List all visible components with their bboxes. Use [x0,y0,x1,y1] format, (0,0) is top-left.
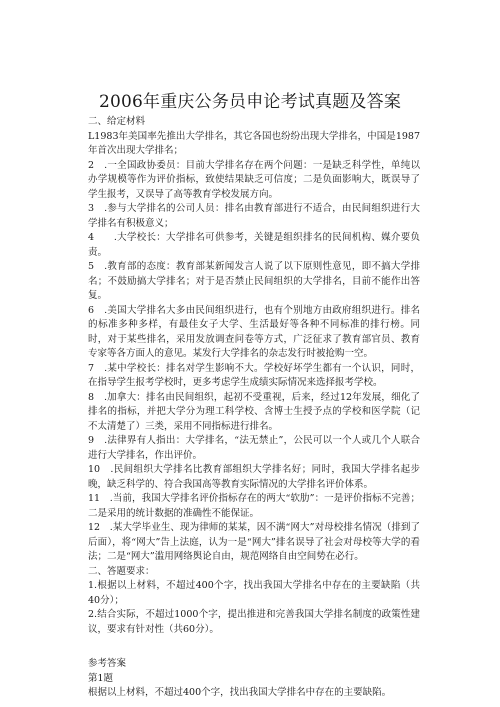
material-paragraph: 11 .当前，我国大学排名评价指标存在的两大“软肋”：一是评价指标不完善；二是采用的统计数据的准确性不能保证。 [88,493,420,519]
section-heading-materials: 二、给定材料 [88,116,146,127]
requirement-item: 2.结合实际，不超过1000个字，提出推进和完善我国大学排名制度的政策性建议，要求有针对性（共60分）。 [88,609,420,635]
material-paragraph: 3 .参与大学排名的公司人员：排名由教育部进行不适合，由民间组织进行大学排名有积极意义； [88,203,420,229]
document-body [88,115,420,701]
question-text: 根据以上材料，不超过400个字，找出我国大学排名中存在的主要缺陷。 [88,687,392,698]
material-paragraph: 9 .法律界有人指出：大学排名，“法无禁止”，公民可以一个人或几个人联合进行大学排名，作出评价。 [88,435,420,461]
requirement-item: 1.根据以上材料，不超过400个字，找出我国大学排名中存在的主要缺陷（共40分）； [88,580,420,606]
spacer [88,637,420,657]
question-heading: 第1题 [88,672,114,684]
material-paragraph: 12 .某大学毕业生、现为律师的某某，因不满“网大”对母校排名情况（排到了后面），将“网大”告上法庭，认为一是“网大”排名误导了社会对母校等大学的看法；二是“网大”滥用网络舆论自由，规范网络自由空间势在必行。 [88,522,420,562]
material-paragraph: 5 .教育部的态度：教育部某新闻发言人说了以下原则性意见，即不搞大学排名；不鼓励搞大学排名；对于是否禁止民间组织的大学排名，目前不能作出答复。 [88,261,420,301]
material-paragraph: 10 .民间组织大学排名比教育部组织大学排名好；同时，我国大学排名起步晚，缺乏科学的、符合我国高等教育实际情况的大学排名评价体系。 [88,464,420,490]
answer-heading: 参考答案 [88,658,127,669]
material-paragraph: L1983年美国率先推出大学排名，其它各国也纷纷出现大学排名，中国是1987年首次出现大学排名； [88,130,420,156]
material-paragraph: 2 .一全国政协委员：目前大学排名存在两个问题：一是缺乏科学性，单纯以办学规模等作为评价指标，致使结果缺乏可信度；二是负面影响大，既误导了学生报考，又误导了高等教育学校发展方向。 [88,159,420,200]
material-paragraph: 8 .加拿大：排名由民间组织，起初不受重视，后来，经过12年发展，细化了排名的指标，并把大学分为理工科学校、含博士生授予点的学校和医学院（记不太清楚了）三类，采用不同指标进行排名。 [88,391,420,432]
material-paragraph: 4 .大学校长：大学排名可供参考，关键是组织排名的民间机构、媒介要负责。 [88,232,420,258]
material-paragraph: 7 .某中学校长：排名对学生影响不大。学校好坏学生都有一个认识，同时，在指导学生报考学校时，更多考虑学生成绩实际情况来选择报考学校。 [88,362,420,388]
material-paragraph: 6 .美国大学排名大多由民间组织进行，也有个别地方由政府组织进行。排名的标准多种多样，有最佳女子大学、生活最好等各种不同标准的排行榜。同时，对于某些排名，采用发放调查问卷等方式，广泛征求了教育部官员、教育专家等各方面人的意见。某发行大学排名的杂志发行时被抢购一空。 [88,304,420,359]
page-title: 2006年重庆公务员申论考试真题及答案 [98,92,402,112]
section-heading-requirements: 二、答题要求： [88,565,155,577]
